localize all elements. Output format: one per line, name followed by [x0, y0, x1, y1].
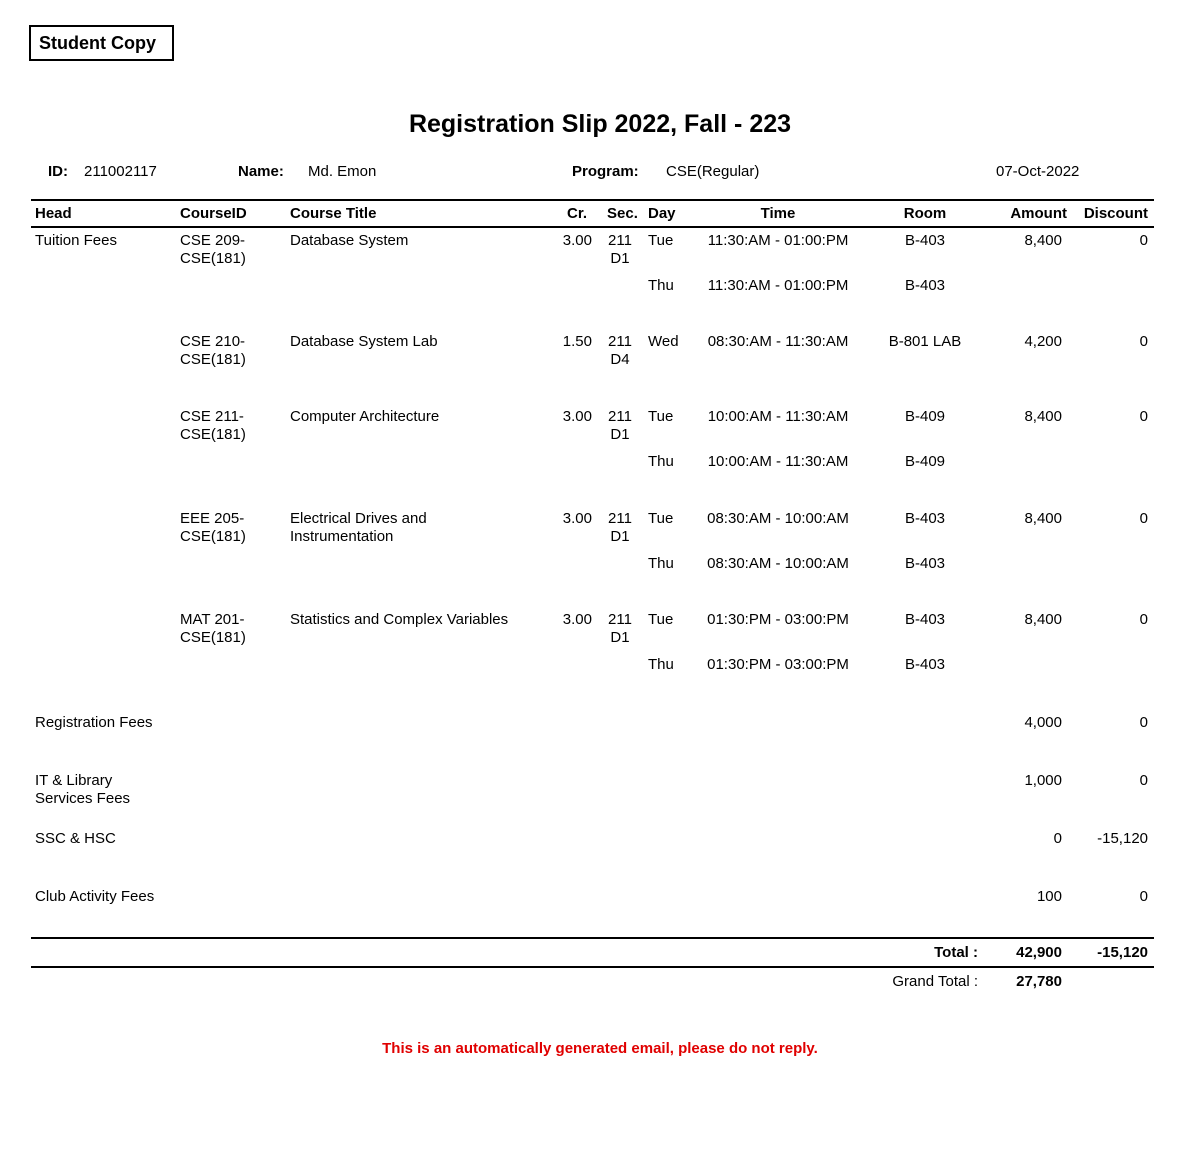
course-id: CSE 210-	[180, 333, 246, 350]
fee-head-cont: Services Fees	[35, 790, 131, 807]
fee-head: SSC & HSC	[35, 830, 116, 847]
fee-amount: 1,000	[1024, 772, 1062, 789]
session-room: B-403	[904, 555, 946, 572]
session-room: B-403	[904, 656, 946, 673]
course-section-group: D4	[610, 351, 630, 368]
col-time: Time	[760, 205, 796, 222]
session-time: 10:00:AM - 11:30:AM	[707, 453, 849, 470]
course-id-program: CSE(181)	[180, 426, 246, 443]
session-day: Thu	[648, 277, 674, 294]
session-time: 08:30:AM - 10:00:AM	[707, 555, 849, 572]
course-amount: 8,400	[1024, 611, 1062, 628]
session-time: 08:30:AM - 11:30:AM	[707, 333, 849, 350]
course-id-program: CSE(181)	[180, 250, 246, 267]
course-credit: 3.00	[562, 611, 592, 628]
course-section: 211	[608, 611, 632, 628]
fee-amount: 4,000	[1024, 714, 1062, 731]
course-id: CSE 211-	[180, 408, 244, 425]
fee-discount: 0	[1139, 772, 1148, 789]
course-id-program: CSE(181)	[180, 629, 246, 646]
auto-generated-notice: This is an automatically generated email, please do not reply.	[382, 1040, 818, 1057]
course-amount: 8,400	[1024, 408, 1062, 425]
course-credit: 1.50	[562, 333, 592, 350]
fee-head: Registration Fees	[35, 714, 153, 731]
course-discount: 0	[1139, 333, 1148, 350]
col-day: Day	[648, 205, 676, 222]
col-head: Head	[35, 205, 72, 222]
course-title: Database System Lab	[290, 333, 438, 350]
header-top-rule	[31, 199, 1154, 201]
session-room: B-409	[904, 408, 946, 425]
student-copy-label: Student Copy	[29, 25, 174, 61]
course-id-program: CSE(181)	[180, 351, 246, 368]
header-bottom-rule	[31, 226, 1154, 228]
col-courseid: CourseID	[180, 205, 247, 222]
course-discount: 0	[1139, 510, 1148, 527]
program-label: Program:	[572, 163, 639, 180]
course-credit: 3.00	[562, 232, 592, 249]
col-room: Room	[903, 205, 947, 222]
id-label: ID:	[48, 163, 68, 180]
course-discount: 0	[1139, 232, 1148, 249]
course-section-group: D1	[610, 426, 630, 443]
col-amount: Amount	[1010, 205, 1067, 222]
tuition-head: Tuition Fees	[35, 232, 117, 249]
name-value: Md. Emon	[308, 163, 377, 180]
session-room: B-403	[904, 510, 946, 527]
session-room: B-409	[904, 453, 946, 470]
session-day: Tue	[648, 611, 674, 628]
total-label: Total :	[934, 944, 978, 961]
session-time: 11:30:AM - 01:00:PM	[707, 232, 849, 249]
fee-discount: 0	[1139, 714, 1148, 731]
course-id: EEE 205-	[180, 510, 245, 527]
course-credit: 3.00	[562, 510, 592, 527]
course-title: Electrical Drives and	[290, 510, 427, 527]
course-section: 211	[608, 232, 632, 249]
total-amount: 42,900	[1016, 944, 1062, 961]
course-amount: 8,400	[1024, 232, 1062, 249]
course-id-program: CSE(181)	[180, 528, 246, 545]
session-room: B-403	[904, 232, 946, 249]
col-section: Sec.	[607, 205, 638, 222]
program-value: CSE(Regular)	[666, 163, 760, 180]
course-amount: 8,400	[1024, 510, 1062, 527]
session-room: B-403	[904, 277, 946, 294]
course-discount: 0	[1139, 408, 1148, 425]
session-day: Tue	[648, 408, 674, 425]
course-id: MAT 201-	[180, 611, 245, 628]
col-course-title: Course Title	[290, 205, 377, 222]
course-id: CSE 209-	[180, 232, 246, 249]
grand-total-amount: 27,780	[1016, 973, 1062, 990]
total-discount: -15,120	[1097, 944, 1148, 961]
grand-total-label: Grand Total :	[892, 973, 978, 990]
fee-discount: 0	[1139, 888, 1148, 905]
session-day: Tue	[648, 232, 674, 249]
course-section-group: D1	[610, 528, 630, 545]
session-time: 11:30:AM - 01:00:PM	[707, 277, 849, 294]
col-credit: Cr.	[566, 205, 587, 222]
course-title: Computer Architecture	[290, 408, 440, 425]
slip-title: Registration Slip 2022, Fall - 223	[408, 110, 792, 138]
course-discount: 0	[1139, 611, 1148, 628]
session-day: Tue	[648, 510, 674, 527]
id-value: 211002117	[84, 163, 157, 180]
total-top-rule	[31, 937, 1154, 939]
total-bottom-rule	[31, 966, 1154, 968]
course-section-group: D1	[610, 629, 630, 646]
session-room: B-403	[904, 611, 946, 628]
session-time: 01:30:PM - 03:00:PM	[707, 611, 849, 628]
session-day: Thu	[648, 555, 674, 572]
course-section-group: D1	[610, 250, 630, 267]
course-section: 211	[608, 510, 632, 527]
fee-amount: 0	[1053, 830, 1062, 847]
fee-discount: -15,120	[1097, 830, 1148, 847]
fee-head: IT & Library	[35, 772, 113, 789]
course-section: 211	[608, 333, 632, 350]
session-day: Thu	[648, 453, 674, 470]
col-discount: Discount	[1083, 205, 1148, 222]
name-label: Name:	[238, 163, 284, 180]
course-credit: 3.00	[562, 408, 592, 425]
fee-amount: 100	[1036, 888, 1062, 905]
session-time: 10:00:AM - 11:30:AM	[707, 408, 849, 425]
slip-date: 07-Oct-2022	[996, 163, 1080, 180]
session-time: 01:30:PM - 03:00:PM	[707, 656, 849, 673]
course-amount: 4,200	[1024, 333, 1062, 350]
fee-head: Club Activity Fees	[35, 888, 155, 905]
session-time: 08:30:AM - 10:00:AM	[707, 510, 849, 527]
course-title: Statistics and Complex Variables	[290, 611, 509, 628]
course-title-cont: Instrumentation	[290, 528, 394, 545]
session-room: B-801 LAB	[888, 333, 962, 350]
session-day: Wed	[648, 333, 679, 350]
course-title: Database System	[290, 232, 409, 249]
course-section: 211	[608, 408, 632, 425]
session-day: Thu	[648, 656, 674, 673]
